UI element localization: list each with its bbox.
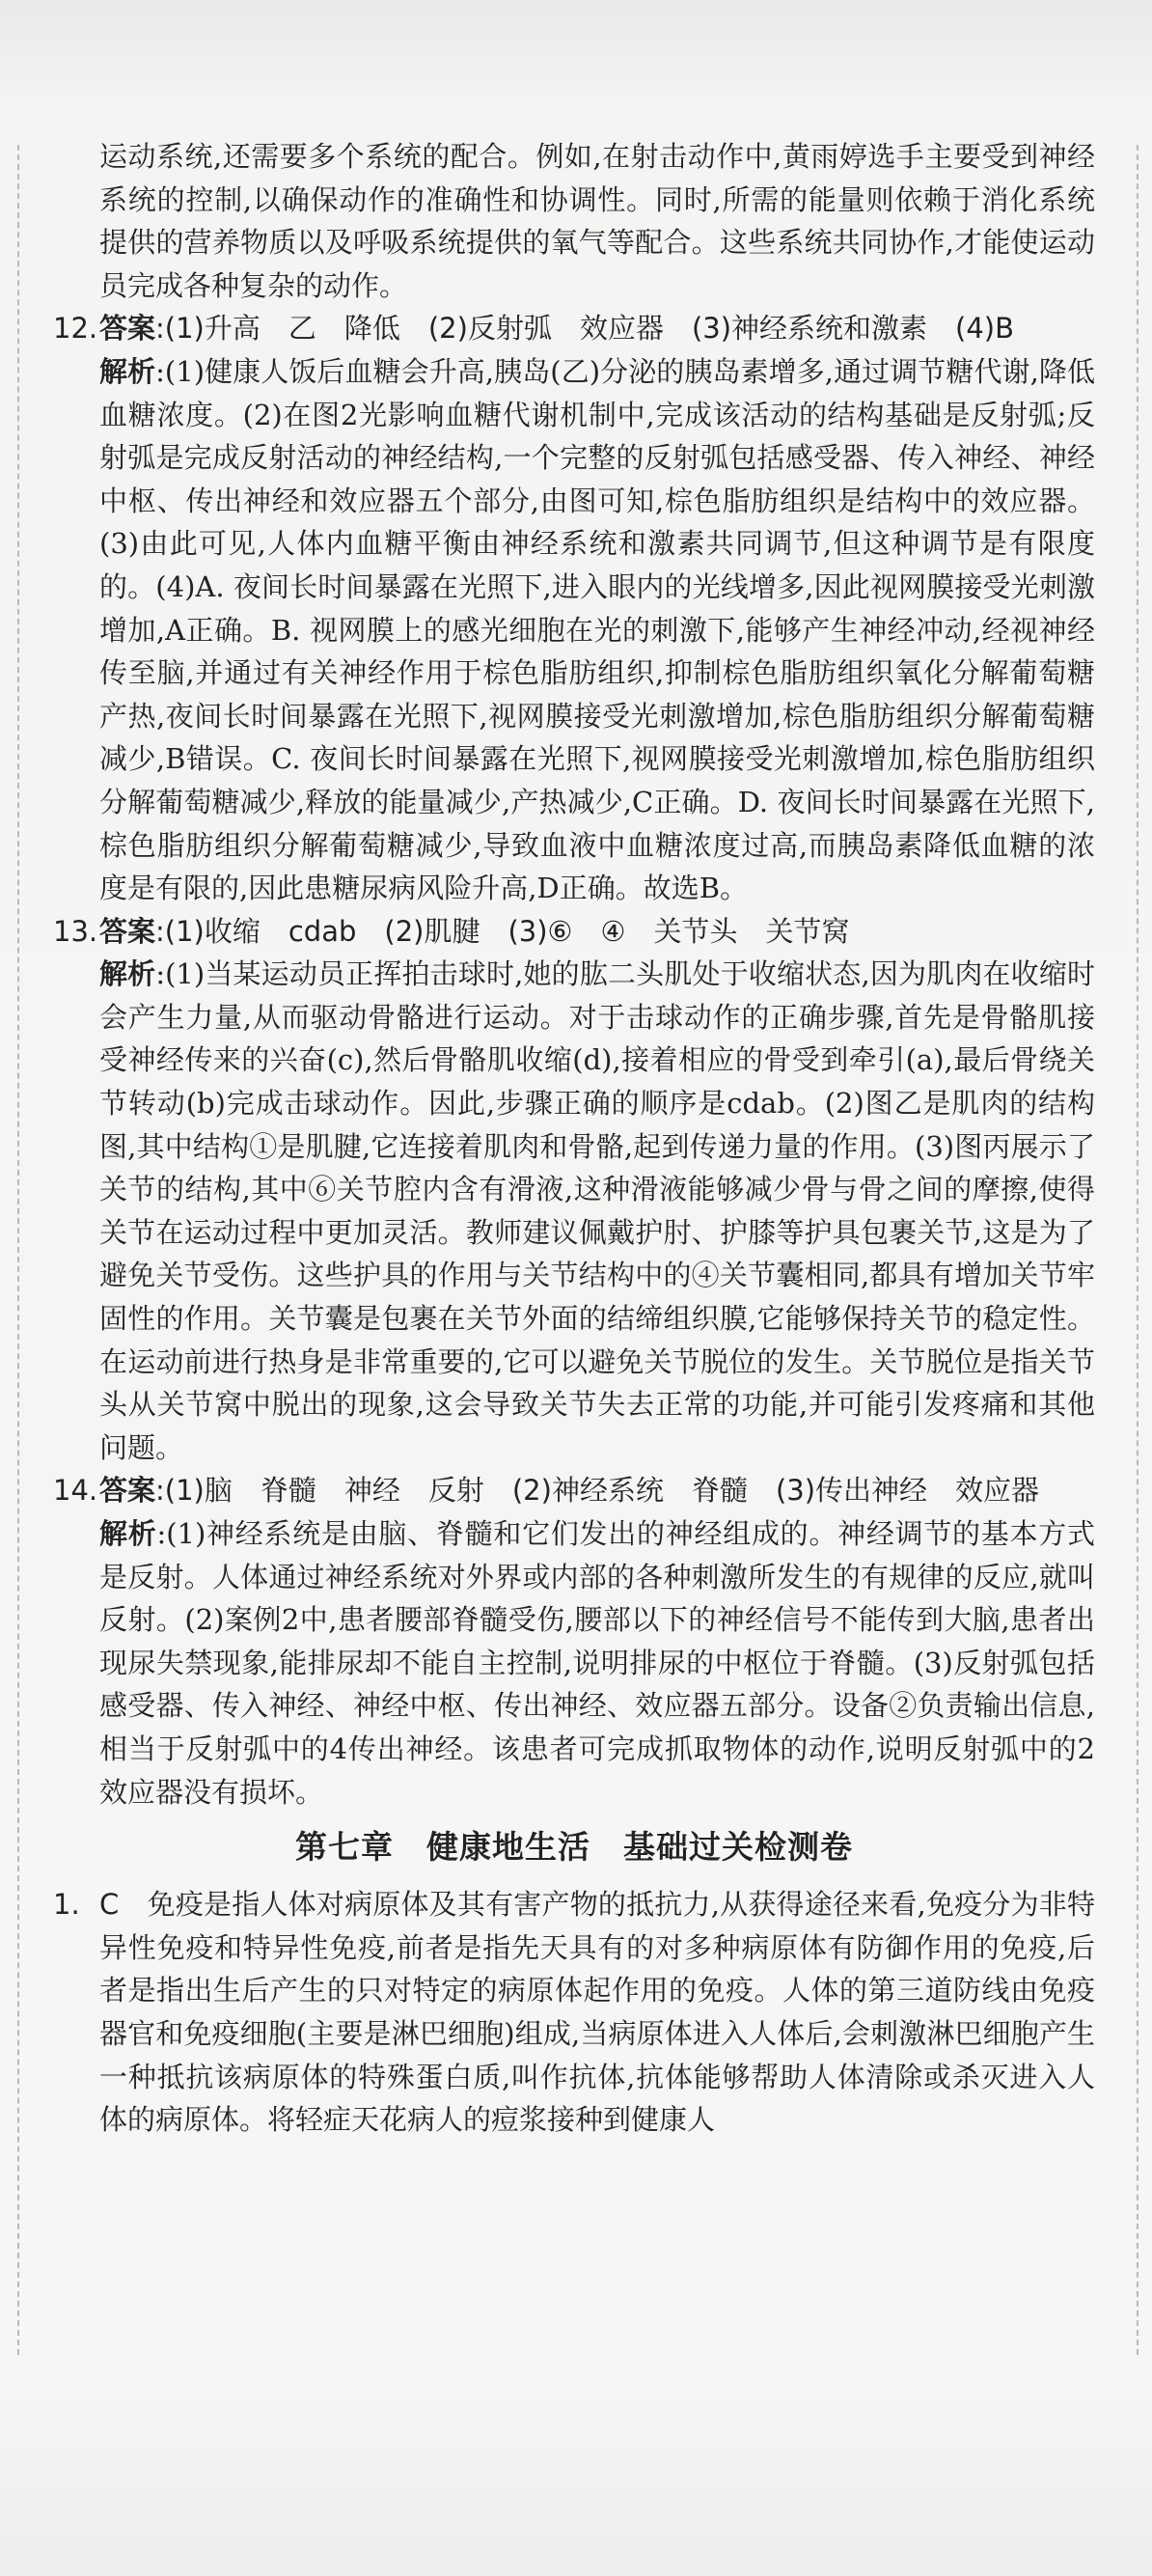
answer-label: 答案 — [99, 312, 156, 346]
item-number: 1. — [53, 1888, 80, 1922]
analysis-text: :(1)神经系统是由脑、脊髓和它们发出的神经组成的。神经调节的基本方式是反射。人体通过神经系统对外界或内部的各种刺激所发生的有规律的反应,就叫反射。(2)案例2中,患者腰部脊髓受伤,腰部以下的神经信号不能传到大脑,患者出现尿失禁现象,能排尿却不能自主控制,说明排尿的中枢位于脊髓。(3)反射弧包括感受器、传入神经、神经中枢、传出神经、效应器五部分。设备②负责输出信息,相当于反射弧中的4传出神经。该患者可完成抓取物体的动作,说明反射弧中的2效应器没有损坏。 — [99, 1517, 1095, 1809]
analysis-label: 解析 — [99, 957, 156, 991]
analysis-label: 解析 — [99, 1517, 157, 1550]
answer-label: 答案 — [99, 1474, 156, 1508]
analysis-text: :(1)当某运动员正挥拍击球时,她的肱二头肌处于收缩状态,因为肌肉在收缩时会产生力量,从而驱动骨骼进行运动。对于击球动作的正确步骤,首先是骨骼肌接受神经传来的兴奋(c),然后骨骼肌收缩(d),接着相应的骨受到牵引(a),最后骨绕关节转动(b)完成击球动作。因此,步骤正确的顺序是cdab。(2)图乙是肌肉的结构图,其中结构①是肌腱,它连接着肌肉和骨骼,起到传递力量的作用。(3)图丙展示了关节的结构,其中⑥关节腔内含有滑液,这种滑液能够减少骨与骨之间的摩擦,使得关节在运动过程中更加灵活。教师建议佩戴护肘、护膝等护具包裹关节,这是为了避免关节受伤。这些护具的作用与关节结构中的④关节囊相同,都具有增加关节牢固性的作用。关节囊是包裹在关节外面的结缔组织膜,它能够保持关节的稳定性。在运动前进行热身是非常重要的,它可以避免关节脱位的发生。关节脱位是指关节头从关节窝中脱出的现象,这会导致关节失去正常的功能,并可能引发疼痛和其他问题。 — [99, 957, 1095, 1464]
question-number: 14. — [53, 1474, 98, 1508]
item-1 — [53, 1883, 1095, 2142]
item-text: 免疫是指人体对病原体及其有害产物的抵抗力,从获得途径来看,免疫分为非特异性免疫和特异性免疫,前者是指先天具有的对多种病原体有防御作用的免疫,后者是指出生后产生的只对特定的病原体起作用的免疫。人体的第三道防线由免疫器官和免疫细胞(主要是淋巴细胞)组成,当病原体进入人体后,会刺激淋巴细胞产生一种抵抗该病原体的特殊蛋白质,叫作抗体,抗体能够帮助人体清除或杀灭进入人体的病原体。将轻症天花病人的痘浆接种到健康人 — [99, 1888, 1095, 2137]
question-number: 12. — [53, 312, 98, 346]
question-13 — [53, 910, 1095, 1470]
question-number: 13. — [53, 914, 98, 948]
question-14 — [53, 1469, 1095, 1814]
chapter-title: 第七章 健康地生活 基础过关检测卷 — [295, 1828, 853, 1867]
intro-paragraph: 运动系统,还需要多个系统的配合。例如,在射击动作中,黄雨婷选手主要受到神经系统的控制,以确保动作的准确性和协调性。同时,所需的能量则依赖于消化系统提供的营养物质以及呼吸系统提供的氧气等配合。这些系统共同协作,才能使运动员完成各种复杂的动作。 — [99, 140, 1095, 302]
answer-text: :(1)脑 脊髓 神经 反射 (2)神经系统 脊髓 (3)传出神经 效应器 — [155, 1474, 1040, 1508]
analysis-text: :(1)健康人饭后血糖会升高,胰岛(乙)分泌的胰岛素增多,通过调节糖代谢,降低血糖浓度。(2)在图2光影响血糖代谢机制中,完成该活动的结构基础是反射弧;反射弧是完成反射活动的神经结构,一个完整的反射弧包括感受器、传入神经、神经中枢、传出神经和效应器五个部分,由图可知,棕色脂肪组织是结构中的效应器。(3)由此可见,人体内血糖平衡由神经系统和激素共同调节,但这种调节是有限度的。(4)A. 夜间长时间暴露在光照下,进入眼内的光线增多,因此视网膜接受光刺激增加,A正确。B. 视网膜上的感光细胞在光的刺激下,能够产生神经冲动,经视神经传至脑,并通过有关神经作用于棕色脂肪组织,抑制棕色脂肪组织氧化分解葡萄糖产热,夜间长时间暴露在光照下,视网膜接受光刺激增加,棕色脂肪组织分解葡萄糖减少,B错误。C. 夜间长时间暴露在光照下,视网膜接受光刺激增加,棕色脂肪组织分解葡萄糖减少,释放的能量减少,产热减少,C正确。D. 夜间长时间暴露在光照下,棕色脂肪组织分解葡萄糖减少,导致血液中血糖浓度过高,而胰岛素降低血糖的浓度是有限的,因此患糖尿病风险升高,D正确。故选B。 — [99, 354, 1095, 905]
right-dashed-border — [1137, 145, 1138, 2355]
analysis-label: 解析 — [99, 354, 156, 388]
left-dashed-border — [17, 145, 19, 2355]
answer-text: :(1)升高 乙 降低 (2)反射弧 效应器 (3)神经系统和激素 (4)B — [155, 312, 1014, 346]
answer-text: :(1)收缩 cdab (2)肌腱 (3)⑥ ④ 关节头 关节窝 — [155, 914, 850, 948]
document-body — [53, 135, 1095, 2142]
item-choice: C — [99, 1888, 120, 1922]
answer-label: 答案 — [99, 914, 156, 948]
question-12 — [53, 307, 1095, 909]
